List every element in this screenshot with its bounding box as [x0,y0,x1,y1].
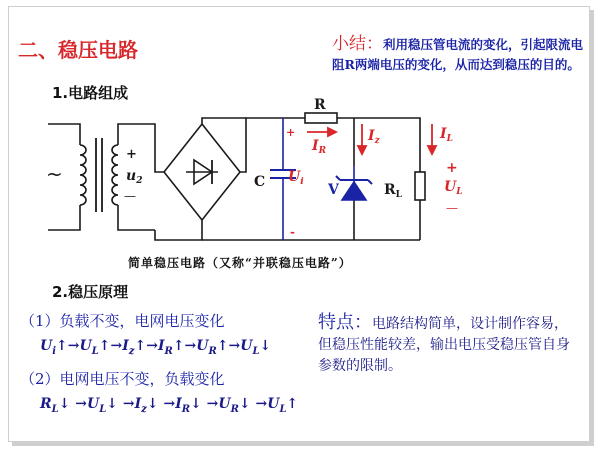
secondary-lead-top [118,124,155,145]
iz-label: $I_z$ [368,128,380,146]
ul-minus: — [446,201,458,215]
features-head: 特点： [318,312,372,333]
secondary-coil [112,145,118,205]
case-2-formula: $R_L↓$ $\to U_L↓$ $\to I_z↓$ $\to I_R↓$ $\to U_R↓$ $\to U_L↑$ [40,396,299,415]
case-2-label: （2）电网电压不变，负载变化 [20,370,225,388]
features-text: 电路结构简单，设计制作容易，但稳压性能较差，输出电压受稳压管自身参数的限制。 [318,316,570,374]
ir-label: $I_R$ [312,138,327,156]
circuit-caption: 简单稳压电路（又称“并联稳压电路”） [128,256,352,270]
u2-plus: + [126,147,137,162]
source-lead-bottom [48,205,80,230]
load-resistor [415,172,425,200]
zener-label: V [328,182,339,198]
ul-plus: + [446,160,458,176]
ui-minus: - [290,225,295,239]
u2-minus: — [124,189,136,203]
il-label: $I_L$ [440,126,453,144]
bridge-input-top [155,128,164,172]
il-arrow-head [428,146,436,154]
bridge-output-plus [240,118,283,172]
subsection-principle: 2.稳压原理 [52,283,129,301]
capacitor-label: C [254,174,266,190]
ac-source-icon: ~ [46,162,63,186]
secondary-lead-bottom [118,205,155,230]
summary-head: 小结： [332,34,383,54]
ir-arrow-head [328,128,336,136]
primary-coil [80,145,86,205]
bridge-input-bottom [155,220,202,240]
subsection-circuit: 1.电路组成 [52,84,129,102]
source-lead-top [48,124,80,145]
resistor-r-label: R [314,97,326,113]
zener-diode-icon [336,166,372,200]
resistor-r [305,113,337,123]
features-box [318,312,580,377]
summary-text: 利用稳压管电流的变化，引起限流电阻R两端电压的变化，从而达到稳压的目的。 [332,37,584,72]
ui-label: $U_i$ [288,169,304,187]
u2-label: $u_2$ [126,168,143,186]
load-label: $R_L$ [384,182,402,200]
iz-arrow-head [358,146,366,154]
bridge-output-top-unused [202,118,246,124]
ui-plus: + [286,126,296,139]
case-1-label: （1）负载不变，电网电压变化 [20,312,225,330]
ul-label: $U_L$ [444,179,463,197]
case-1-formula: $U_i↑\to U_L↑\to I_z↑\to I_R↑\to U_R↑\to U_L↓$ [40,338,272,357]
section-title: 二、稳压电路 [18,38,138,62]
